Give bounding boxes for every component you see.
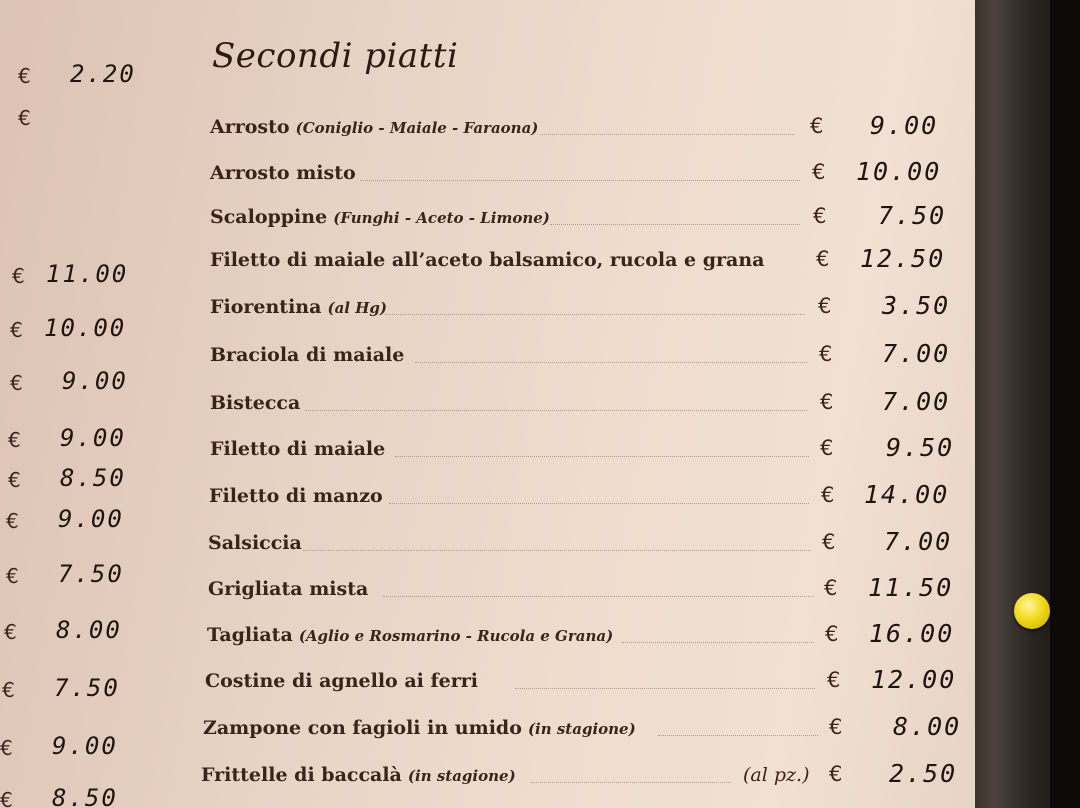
leader-line xyxy=(389,503,809,504)
euro-sign: € xyxy=(821,483,835,507)
left-price-row xyxy=(10,365,180,395)
euro-sign: € xyxy=(822,530,836,554)
left-price: 9.00 xyxy=(62,367,128,395)
dish-note: (in stagione) xyxy=(527,720,636,738)
dish-note: (Aglio e Rosmarino - Rucola e Grana) xyxy=(298,627,614,645)
left-price: 2.20 xyxy=(70,60,136,88)
dish-note: (in stagione) xyxy=(407,767,516,785)
left-price-row xyxy=(8,462,178,492)
euro-sign: € xyxy=(818,294,832,318)
dish-name: Salsiccia xyxy=(208,532,302,554)
dish-price: 11.50 xyxy=(868,573,954,602)
leader-line xyxy=(540,134,795,135)
dish-price: 7.50 xyxy=(878,201,947,230)
binder-edge xyxy=(1050,0,1080,808)
menu-item xyxy=(210,245,955,275)
menu-item xyxy=(210,388,955,418)
euro-sign: € xyxy=(813,204,827,228)
leader-line xyxy=(383,596,813,597)
dish-name: Zampone con fagioli in umido (in stagione) xyxy=(203,717,636,739)
leader-line xyxy=(303,550,811,551)
dish-price: 10.00 xyxy=(856,157,942,186)
leader-line xyxy=(550,224,800,225)
dish-price: 8.00 xyxy=(893,712,962,741)
left-price: 8.50 xyxy=(60,464,126,492)
euro-sign: € xyxy=(824,576,838,600)
dish-name: Braciola di maiale xyxy=(210,344,405,366)
left-price: 9.00 xyxy=(52,732,118,760)
dish-name: Filetto di maiale xyxy=(210,438,386,460)
euro-sign: € xyxy=(829,715,843,739)
left-price: 9.00 xyxy=(60,424,126,452)
menu-item xyxy=(210,158,945,188)
leader-line xyxy=(415,362,807,363)
euro-sign: € xyxy=(827,668,841,692)
euro-sign: € xyxy=(18,64,31,88)
dish-note: (Funghi - Aceto - Limone) xyxy=(333,209,550,227)
leader-line xyxy=(305,410,807,411)
menu-item xyxy=(209,481,959,511)
euro-sign: € xyxy=(8,428,21,452)
euro-sign: € xyxy=(12,264,25,288)
left-price-row xyxy=(0,730,170,760)
dish-name: Arrosto (Coniglio - Maiale - Faraona) xyxy=(210,116,539,138)
dish-price: 7.00 xyxy=(884,527,953,556)
dish-name: Fiorentina (al Hg) xyxy=(210,296,387,318)
euro-sign: € xyxy=(4,620,17,644)
leader-line xyxy=(385,314,805,315)
dish-price: 7.00 xyxy=(882,339,951,368)
euro-sign: € xyxy=(6,509,19,533)
unit-label: (al pz.) xyxy=(743,764,810,786)
leader-line xyxy=(531,782,731,783)
dish-note: (Coniglio - Maiale - Faraona) xyxy=(295,119,539,137)
dish-price: 12.00 xyxy=(871,665,957,694)
menu-item xyxy=(210,202,945,232)
left-price-row xyxy=(2,672,172,702)
dish-note: (al Hg) xyxy=(327,299,387,317)
left-price-row xyxy=(10,312,180,342)
dish-name: Arrosto misto xyxy=(210,162,356,184)
left-price-row xyxy=(18,58,188,88)
dish-price: 9.50 xyxy=(886,433,955,462)
dish-price: 9.00 xyxy=(870,111,939,140)
left-price-row xyxy=(6,503,176,533)
dish-price: 12.50 xyxy=(860,244,946,273)
dish-name: Scaloppine (Funghi - Aceto - Limone) xyxy=(210,206,550,228)
left-price-row xyxy=(12,258,182,288)
menu-item xyxy=(210,112,945,142)
left-price-row xyxy=(4,614,174,644)
dish-price: 2.50 xyxy=(889,759,958,788)
dish-price: 7.00 xyxy=(882,387,951,416)
euro-sign: € xyxy=(825,622,839,646)
menu-item xyxy=(207,620,962,650)
dish-price: 16.00 xyxy=(869,619,955,648)
euro-sign: € xyxy=(2,678,15,702)
menu-item xyxy=(208,574,963,604)
euro-sign: € xyxy=(820,390,834,414)
menu-item xyxy=(210,292,955,322)
leader-line xyxy=(395,456,809,457)
menu-item xyxy=(203,713,965,743)
left-price: 7.50 xyxy=(54,674,120,702)
euro-sign: € xyxy=(816,247,830,271)
euro-sign: € xyxy=(0,788,13,808)
dish-name: Bistecca xyxy=(210,392,301,414)
left-price: 8.50 xyxy=(52,784,118,808)
euro-sign: € xyxy=(0,736,13,760)
leader-line xyxy=(658,735,818,736)
menu-item xyxy=(208,528,958,558)
euro-sign: € xyxy=(820,436,834,460)
left-price: 7.50 xyxy=(58,560,124,588)
euro-sign: € xyxy=(8,468,21,492)
leader-line xyxy=(360,180,800,181)
pushpin-icon xyxy=(1014,593,1050,629)
euro-sign: € xyxy=(819,342,833,366)
left-price-row xyxy=(0,782,170,808)
dish-name: Filetto di maiale all’aceto balsamico, rucola e grana xyxy=(210,249,765,271)
left-price: 11.00 xyxy=(46,260,129,288)
left-price-row xyxy=(18,100,188,130)
section-title: Secondi piatti xyxy=(212,36,459,76)
left-price-row xyxy=(6,558,176,588)
dish-price: 14.00 xyxy=(864,480,950,509)
dish-name: Frittelle di baccalà (in stagione) xyxy=(201,764,516,786)
left-price: 10.00 xyxy=(44,314,127,342)
menu-item xyxy=(210,434,955,464)
menu-item xyxy=(210,340,955,370)
euro-sign: € xyxy=(829,762,843,786)
leader-line xyxy=(515,688,815,689)
left-price: 9.00 xyxy=(58,505,124,533)
left-price-row xyxy=(8,422,178,452)
menu-item xyxy=(201,760,966,790)
euro-sign: € xyxy=(812,160,826,184)
euro-sign: € xyxy=(6,564,19,588)
leader-line xyxy=(622,642,814,643)
left-column-prices xyxy=(0,0,180,808)
dish-name: Grigliata mista xyxy=(208,578,369,600)
dish-name: Costine di agnello ai ferri xyxy=(205,670,478,692)
euro-sign: € xyxy=(10,318,23,342)
euro-sign: € xyxy=(810,114,824,138)
dish-name: Tagliata (Aglio e Rosmarino - Rucola e Grana) xyxy=(207,624,614,646)
dish-price: 3.50 xyxy=(882,291,951,320)
menu-item xyxy=(205,666,965,696)
left-price: 8.00 xyxy=(56,616,122,644)
euro-sign: € xyxy=(10,371,23,395)
euro-sign: € xyxy=(18,106,31,130)
dish-name: Filetto di manzo xyxy=(209,485,383,507)
